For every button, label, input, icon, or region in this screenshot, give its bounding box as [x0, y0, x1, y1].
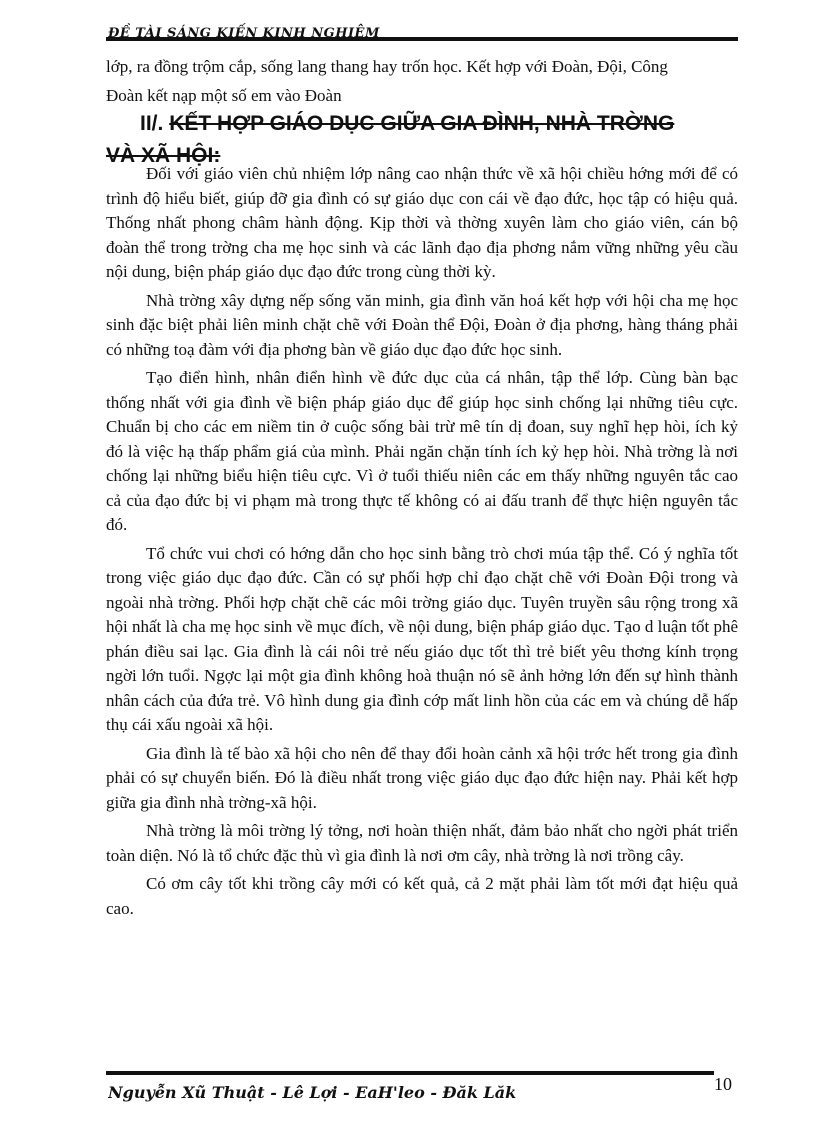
header-title: ĐỀ TÀI SÁNG KIẾN KINH NGHIỆM — [108, 26, 380, 41]
paragraph: Gia đình là tế bào xã hội cho nên để thay đổi hoàn cảnh xã hội trớc hết trong gia đình phải có sự chuyển biến. Đó là điều nhất trong việc giáo dục đạo đức hiện nay. Phải kết hợp giữa gia đình nhà trờng-xã hội. — [106, 743, 738, 812]
section-number: II/. — [140, 112, 164, 135]
paragraph: Nhà trờng xây dựng nếp sống văn minh, gia đình văn hoá kết hợp với hội cha mẹ học sinh đặc biệt phải liên minh chặt chẽ với Đoàn thể Đội, Đoàn ở địa phơng, hàng tháng phải có những toạ đàm với địa phơng bàn về giáo dục đạo đức học sinh. — [106, 290, 738, 359]
paragraph: Có ơm cây tốt khi trồng cây mới có kết quả, cả 2 mặt phải làm tốt mới đạt hiệu quả cao. — [106, 874, 738, 918]
intro-line: lớp, ra đồng trộm cắp, sống lang thang hay trốn học. Kết hợp với Đoàn, Đội, Công — [106, 57, 668, 76]
footer-author: Nguyễn Xũ Thuật - Lê Lợi - EaH'leo - Đăk Lăk — [108, 1083, 517, 1102]
paragraph: Tổ chức vui chơi có hớng dẫn cho học sinh bằng trò chơi múa tập thể. Có ý nghĩa tốt trong việc giáo dục đạo đức. Cần có sự phối hợp chỉ đạo chặt chẽ với Đoàn Đội trong và ngoài nhà trờng. Phối hợp chặt chẽ các môi trờng giáo dục. Tuyên truyền sâu rộng trong xã hội nhất là cha mẹ học sinh về mục đích, về nội dung, biện pháp giáo dục. Tạo d luận tốt phê phán điều sai lạc. Gia đình là cái nôi trẻ nếu giáo dục tốt thì trẻ biết yêu thơng kính trọng ngời lớn tuổi. Ngợc lại một gia đình không hoà thuận nó sẽ ảnh hởng lớn đến sự hình thành nhân cách của đứa trẻ. Vô hình dung gia đình cớp mất linh hồn của các em và chúng dễ hấp thụ cái xấu ngoài xã hội. — [106, 543, 738, 734]
section-title-part1: KẾT HỢP GIÁO DỤC GIỮA GIA ĐÌNH, NHÀ TRỜNG — [169, 112, 675, 135]
intro-text — [106, 55, 738, 112]
paragraph: Tạo điển hình, nhân điển hình về đức dục của cá nhân, tập thể lớp. Cùng bàn bạc thống nhất với gia đình về biện pháp giáo dục để giúp học sinh chống lại những tiêu cực. Chuẩn bị cho các em niềm tin ở cuộc sống bài trừ mê tín dị đoan, suy nghĩ hẹp hòi, ích kỷ đó là việc hạ thấp phẩm giá của mình. Phải ngăn chặn tính ích kỷ hẹp hòi. Nhà trờng là nơi chống lại những biểu hiện tiêu cực. Vì ở tuổi thiếu niên các em thấy những nguyên tắc cao cả của đạo đức bị vi phạm mà trong thực tế không có ai đấu tranh để thực hiện nguyên tắc đó. — [106, 368, 738, 534]
page-number: 10 — [714, 1074, 732, 1094]
section-title-part2: VÀ XÃ HỘI: — [106, 144, 221, 167]
main-text — [106, 162, 738, 925]
paragraph: Đối với giáo viên chủ nhiệm lớp nâng cao nhận thức về xã hội chiều hớng mới để có trình độ hiểu biết, giúp đỡ gia đình có sự giáo dục con cái về đạo đức, học tập có hiệu quả. Thống nhất phong châm hành động. Kịp thời và thờng xuyên làm cho giáo viên, cán bộ đoàn thể trong trờng cha mẹ học sinh và các lãnh đạo địa phơng nắm vững những yêu cầu nội dung, biện pháp giáo dục đạo đức trong cùng thời kỳ. — [106, 164, 738, 281]
paragraph: Nhà trờng là môi trờng lý tởng, nơi hoàn thiện nhất, đảm bảo nhất cho ngời phát triển toàn diện. Nó là tổ chức đặc thù vì gia đình là nơi ơm cây, nhà trờng là nơi trồng cây. — [106, 821, 738, 865]
intro-line: Đoàn kết nạp một số em vào Đoàn — [106, 85, 342, 105]
footer-rule — [106, 1071, 714, 1075]
header-rule — [106, 37, 738, 41]
